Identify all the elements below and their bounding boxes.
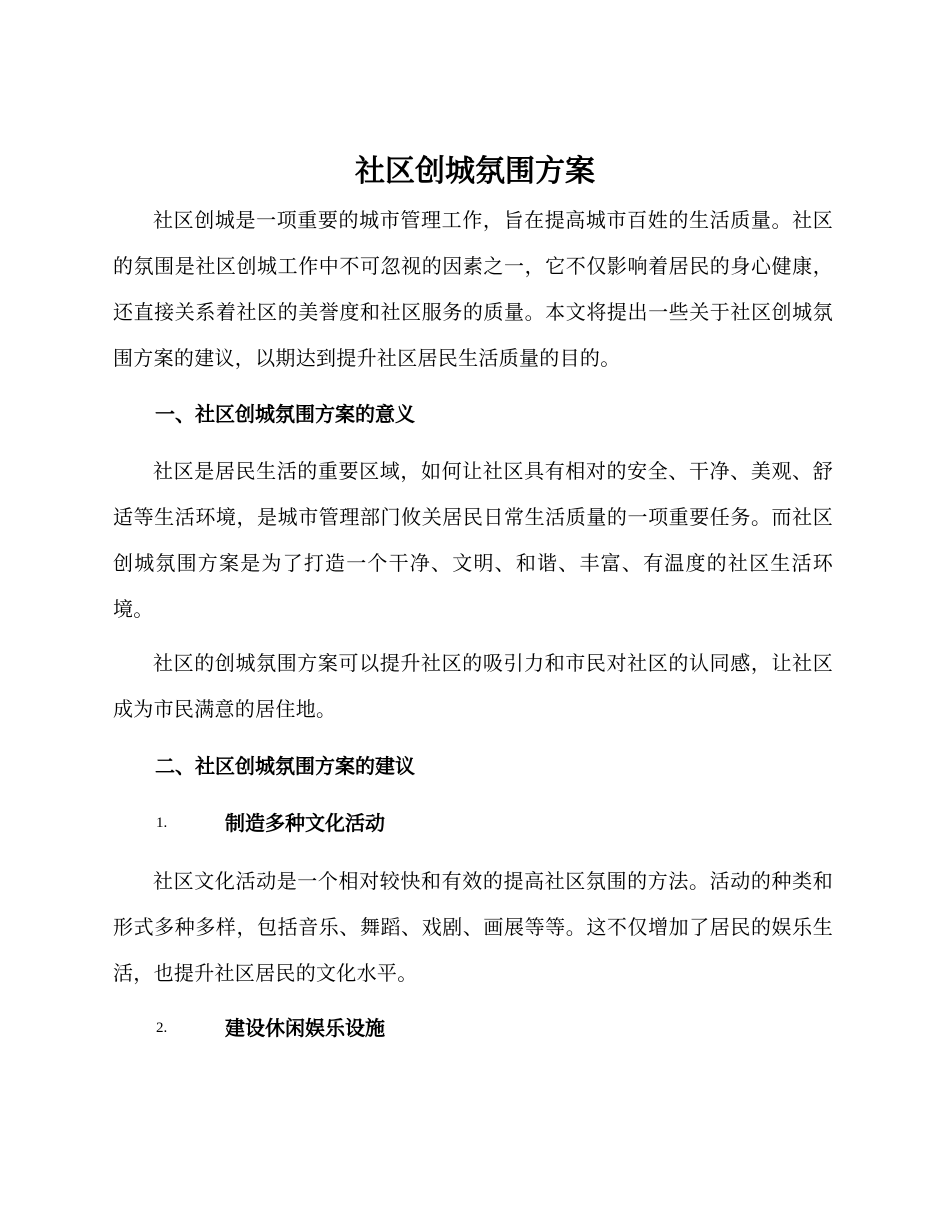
list-item-1-number: 1. bbox=[156, 815, 168, 831]
list-item-1-title: 制造多种文化活动 bbox=[225, 811, 385, 835]
list-item-2-title: 建设休闲娱乐设施 bbox=[225, 1016, 385, 1040]
section-1-paragraph-1: 社区是居民生活的重要区域，如何让社区具有相对的安全、干净、美观、舒适等生活环境，是城市管理部门攸关居民日常生活质量的一项重要任务。而社区创城氛围方案是为了打造一个干净、文明、和谐、丰富、有温度的社区生活环境。 bbox=[113, 459, 833, 621]
list-item-1-paragraph: 社区文化活动是一个相对较快和有效的提高社区氛围的方法。活动的种类和形式多种多样，包括音乐、舞蹈、戏剧、画展等等。这不仅增加了居民的娱乐生活，也提升社区居民的文化水平。 bbox=[113, 869, 833, 985]
section-1-heading: 一、社区创城氛围方案的意义 bbox=[155, 402, 415, 426]
intro-paragraph: 社区创城是一项重要的城市管理工作，旨在提高城市百姓的生活质量。社区的氛围是社区创城工作中不可忽视的因素之一，它不仅影响着居民的身心健康，还直接关系着社区的美誉度和社区服务的质量。本文将提出一些关于社区创城氛围方案的建议，以期达到提升社区居民生活质量的目的。 bbox=[113, 208, 833, 370]
section-2-heading: 二、社区创城氛围方案的建议 bbox=[155, 754, 415, 778]
document-title: 社区创城氛围方案 bbox=[355, 154, 595, 189]
section-1-paragraph-2: 社区的创城氛围方案可以提升社区的吸引力和市民对社区的认同感，让社区成为市民满意的居住地。 bbox=[113, 651, 833, 721]
list-item-2-number: 2. bbox=[156, 1020, 168, 1036]
